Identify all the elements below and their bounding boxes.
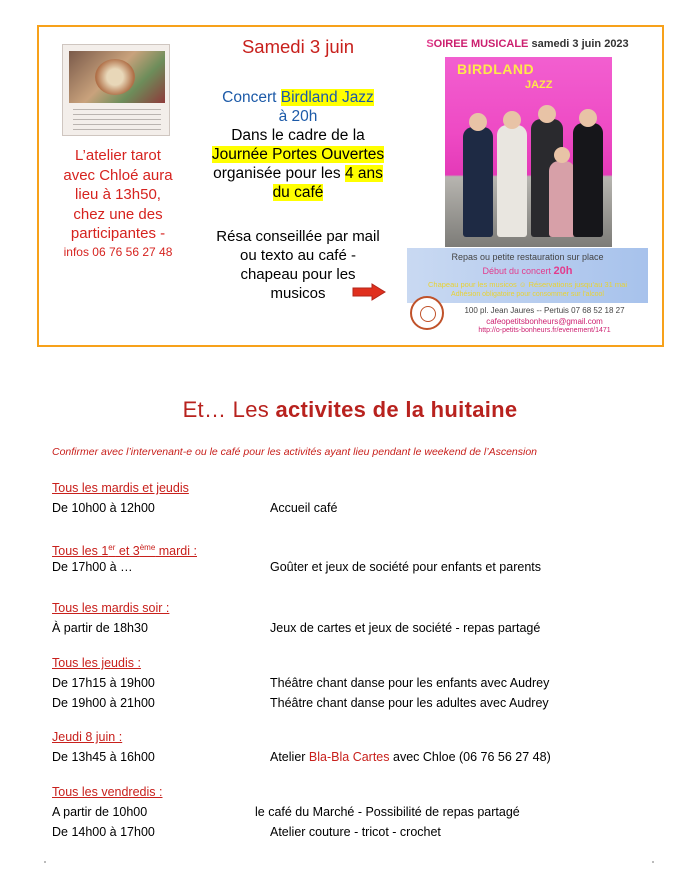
activity-row (52, 802, 672, 822)
flyer-text-lines (73, 109, 161, 131)
poster-email: cafeopetitsbonheurs@gmail.com (486, 317, 603, 326)
activity-desc: Jeux de cartes et jeux de société - repas partagé (270, 621, 541, 635)
musician-figure (463, 127, 493, 237)
musician-figure (573, 123, 603, 237)
event-date-title: Samedi 3 juin (241, 36, 355, 57)
activity-time: De 19h00 à 21h00 (52, 696, 155, 710)
group-heading: Jeudi 8 juin : (52, 730, 123, 744)
tarot-line: avec Chloé aura (63, 166, 173, 184)
concert-line: organisée pour les (213, 165, 341, 182)
anniversary-highlight-cafe: du café (272, 184, 324, 201)
activity-row (52, 822, 672, 842)
resa-line: musicos (270, 285, 326, 302)
page-corner-mark (44, 861, 46, 863)
flyer-tarot-circle (95, 59, 135, 95)
activity-time: De 14h00 à 17h00 (52, 825, 155, 839)
activity-time: À partir de 18h30 (52, 621, 148, 635)
band-photo (445, 57, 612, 247)
tarot-line: chez une des (73, 205, 163, 223)
group-heading: Tous les mardis soir : (52, 601, 170, 615)
activity-desc: Accueil café (270, 501, 338, 515)
activity-time: A partir de 10h00 (52, 805, 148, 819)
tarot-line: L’atelier tarot (75, 147, 161, 164)
activity-time: De 10h00 à 12h00 (52, 501, 155, 515)
concert-announcement (198, 88, 398, 202)
tarot-infos-phone: infos 06 76 56 27 48 (63, 244, 173, 259)
poster-address: 100 pl. Jean Jaures -- Pertuis 07 68 52 18 27 (464, 306, 625, 315)
musician-head (554, 147, 570, 163)
musician-figure (549, 161, 575, 237)
concert-band-name: Birdland Jazz (280, 89, 374, 106)
bla-bla-cartes-label: Bla-Bla Cartes (308, 750, 390, 764)
group-heading: Tous les vendredis : (52, 785, 163, 799)
activity-desc: Atelier couture - tricot - crochet (270, 825, 441, 839)
musician-head (538, 105, 556, 123)
activity-time: De 17h15 à 19h00 (52, 676, 155, 690)
poster-url: http://o-petits-bonheurs.fr/evenement/1471 (478, 327, 611, 334)
activity-group (52, 728, 672, 767)
section-title: Et… Les activites de la huitaine (182, 397, 518, 422)
page-corner-mark (652, 861, 654, 863)
group-heading: Tous les mardis et jeudis (52, 481, 189, 495)
poster-band-genre: JAZZ (525, 79, 553, 91)
poster-title: SOIREE MUSICALE samedi 3 juin 2023 (426, 38, 629, 50)
anniversary-highlight: 4 ans (344, 165, 383, 182)
red-arrow-right-icon (352, 283, 386, 301)
tarot-flyer-thumbnail (62, 44, 170, 136)
musician-head (503, 111, 521, 129)
resa-line: chapeau pour les (240, 266, 356, 283)
tarot-line: participantes - (70, 225, 166, 242)
activity-row (52, 693, 672, 713)
activity-group (52, 479, 672, 518)
activity-time: De 17h00 à … (52, 560, 133, 574)
activity-group (52, 654, 672, 713)
activity-row (52, 747, 672, 767)
activity-group (52, 599, 672, 638)
activity-row (52, 557, 672, 577)
concert-poster (407, 30, 648, 340)
concert-line: Dans le cadre de la (231, 127, 365, 144)
activity-row (52, 498, 672, 518)
activity-desc: Théâtre chant danse pour les enfants avec Audrey (270, 676, 550, 690)
open-day-highlight: Journée Portes Ouvertes (211, 146, 385, 163)
cafe-logo-icon (410, 296, 444, 330)
activity-desc: Atelier Bla-Bla Cartes avec Chloe (06 76 56 27 48) (270, 750, 551, 764)
activity-desc: le café du Marché - Possibilité de repas partagé (255, 805, 520, 819)
activity-row (52, 673, 672, 693)
ascension-notice: Confirmer avec l’intervenant-e ou le café pour les activités ayant lieu pendant le weekend de l’Ascension (52, 446, 538, 458)
activity-row (52, 618, 672, 638)
concert-prefix: Concert (222, 89, 277, 106)
activity-desc: Théâtre chant danse pour les adultes avec Audrey (270, 696, 549, 710)
musician-figure (497, 125, 527, 237)
poster-band-name: BIRDLAND (457, 61, 535, 77)
group-heading: Tous les jeudis : (52, 656, 141, 670)
resa-line: ou texto au café - (240, 247, 356, 264)
activity-group (52, 783, 672, 842)
musician-head (579, 109, 597, 127)
musician-head (469, 113, 487, 131)
resa-line: Résa conseillée par mail (216, 228, 380, 245)
activity-group (52, 538, 672, 577)
group-heading: Tous les 1er et 3ème mardi : (52, 543, 197, 559)
activity-time: De 13h45 à 16h00 (52, 750, 155, 764)
activity-desc: Goûter et jeux de société pour enfants et parents (270, 560, 542, 574)
tarot-announcement (48, 146, 188, 261)
concert-time: à 20h (278, 108, 318, 125)
poster-info-band: Repas ou petite restauration sur place Début du concert 20h Chapeau pour les musicos ☺ Réservations jusqu’au 31 mai Adhésion obligatoire pour consommer sur l’alcool (407, 248, 648, 303)
tarot-line: lieu à 13h50, (75, 186, 161, 203)
